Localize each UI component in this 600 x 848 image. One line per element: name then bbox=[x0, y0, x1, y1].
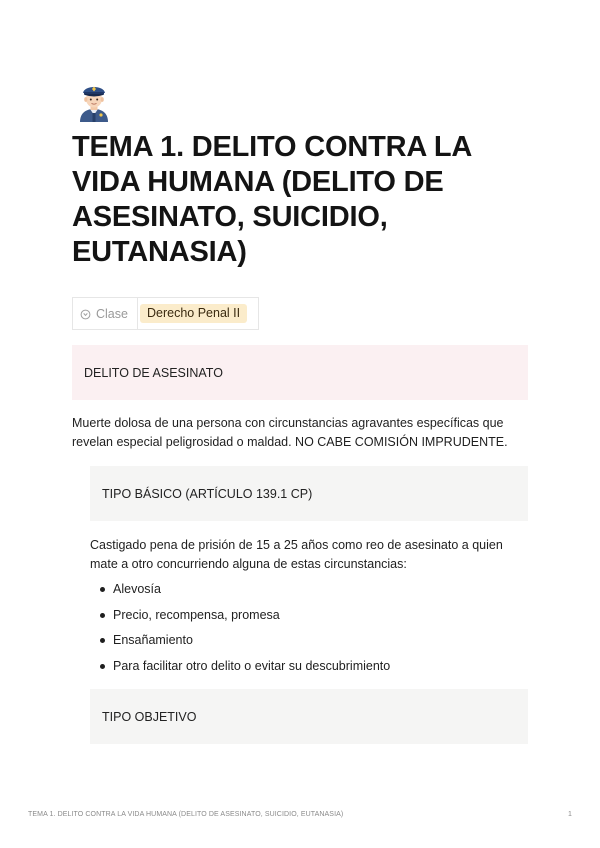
callout-tipo-objetivo bbox=[90, 689, 528, 744]
circle-arrow-icon bbox=[80, 309, 91, 320]
list-item: Alevosía bbox=[99, 578, 519, 604]
footer-title: TEMA 1. DELITO CONTRA LA VIDA HUMANA (DELITO DE ASESINATO, SUICIDIO, EUTANASIA) bbox=[28, 811, 344, 818]
callout-text: TIPO BÁSICO (ARTÍCULO 139.1 CP) bbox=[102, 486, 313, 501]
list-item: Precio, recompensa, promesa bbox=[99, 604, 519, 630]
property-tag[interactable]: Derecho Penal II bbox=[140, 304, 247, 323]
footer-page-number: 1 bbox=[568, 811, 572, 818]
police-officer-emoji-icon bbox=[74, 80, 114, 122]
property-value[interactable] bbox=[138, 298, 247, 329]
paragraph-penalty: Castigado pena de prisión de 15 a 25 años como reo de asesinato a quien mate a otro concurriendo alguna de estas circunstancias: bbox=[90, 538, 503, 571]
page-title: TEMA 1. DELITO CONTRA LA VIDA HUMANA (DELITO DE ASESINATO, SUICIDIO, EUTANASIA) bbox=[72, 131, 472, 268]
list-item: Para facilitar otro delito o evitar su descubrimiento bbox=[99, 655, 519, 681]
circumstances-list bbox=[99, 578, 519, 680]
callout-delito-asesinato bbox=[72, 345, 528, 400]
list-item: Ensañamiento bbox=[99, 629, 519, 655]
property-key-label: Clase bbox=[96, 306, 128, 321]
property-key bbox=[73, 298, 138, 329]
callout-text: DELITO DE ASESINATO bbox=[84, 365, 223, 380]
callout-text: TIPO OBJETIVO bbox=[102, 709, 197, 724]
property-row bbox=[72, 297, 259, 330]
callout-tipo-basico bbox=[90, 466, 528, 521]
paragraph-definition: Muerte dolosa de una persona con circunstancias agravantes específicas que revelan especial peligrosidad o maldad. NO CABE COMISIÓN IMPRUDENTE. bbox=[72, 416, 508, 449]
